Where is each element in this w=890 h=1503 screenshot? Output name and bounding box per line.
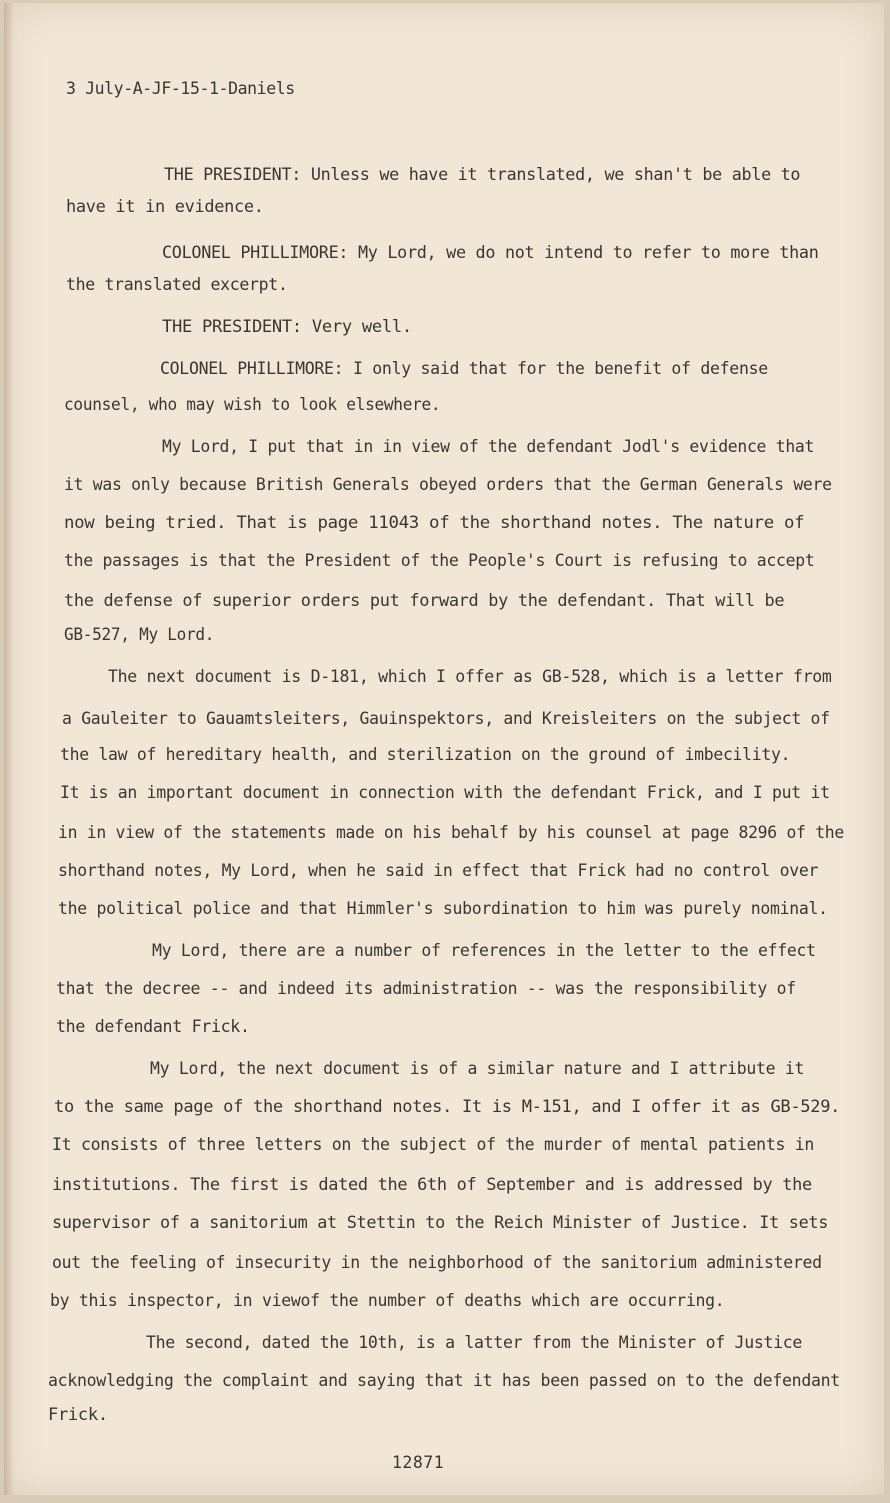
text-line: acknowledging the complaint and saying that it has been passed on to the defendant: [48, 1371, 840, 1390]
text-line: out the feeling of insecurity in the neighborhood of the sanitorium administered: [52, 1253, 822, 1272]
page-edge-shadow: [4, 3, 14, 1495]
text-line: that the decree -- and indeed its administration -- was the responsibility of: [56, 979, 796, 998]
text-line: COLONEL PHILLIMORE: I only said that for the benefit of defense: [160, 359, 768, 378]
text-line: Frick.: [48, 1405, 108, 1424]
page-number: 12871: [392, 1453, 445, 1472]
text-line: the defendant Frick.: [56, 1017, 250, 1036]
text-line: GB-527, My Lord.: [64, 625, 215, 644]
text-line: institutions. The first is dated the 6th of September and is addressed by the: [52, 1175, 812, 1194]
text-line: the translated excerpt.: [66, 275, 288, 294]
text-line: The second, dated the 10th, is a latter from the Minister of Justice: [146, 1333, 803, 1352]
text-line: My Lord, I put that in in view of the defendant Jodl's evidence that: [162, 437, 815, 456]
text-line: COLONEL PHILLIMORE: My Lord, we do not intend to refer to more than: [162, 243, 819, 262]
text-line: now being tried. That is page 11043 of the shorthand notes. The nature of: [64, 513, 805, 532]
text-line: THE PRESIDENT: Very well.: [162, 317, 412, 336]
text-line: shorthand notes, My Lord, when he said in effect that Frick had no control over: [58, 861, 819, 880]
text-line: My Lord, the next document is of a similar nature and I attribute it: [150, 1059, 805, 1078]
text-line: in in view of the statements made on his behalf by his counsel at page 8296 of the: [58, 823, 844, 842]
text-line: it was only because British Generals obeyed orders that the German Generals were: [64, 475, 832, 494]
text-line: counsel, who may wish to look elsewhere.: [64, 395, 441, 414]
document-header: 3 July-A-JF-15-1-Daniels: [66, 79, 295, 98]
text-line: THE PRESIDENT: Unless we have it translated, we shan't be able to: [164, 165, 801, 184]
text-line: It is an important document in connection with the defendant Frick, and I put it: [60, 783, 830, 802]
text-line: the law of hereditary health, and sterilization on the ground of imbecility.: [60, 745, 791, 764]
text-line: the passages is that the President of the People's Court is refusing to accept: [64, 551, 815, 570]
text-line: have it in evidence.: [66, 197, 264, 216]
text-line: It consists of three letters on the subject of the murder of mental patients in: [52, 1135, 815, 1154]
text-line: the political police and that Himmler's subordination to him was purely nominal.: [58, 899, 828, 918]
document-page: [4, 3, 884, 1495]
text-line: the defense of superior orders put forward by the defendant. That will be: [64, 591, 785, 610]
text-line: a Gauleiter to Gauamtsleiters, Gauinspektors, and Kreisleiters on the subject of: [62, 709, 830, 728]
text-line: to the same page of the shorthand notes. It is M-151, and I offer it as GB-529.: [54, 1097, 841, 1116]
text-line: My Lord, there are a number of references in the letter to the effect: [152, 941, 816, 960]
text-line: supervisor of a sanitorium at Stettin to the Reich Minister of Justice. It sets: [52, 1213, 829, 1232]
text-line: The next document is D-181, which I offer as GB-528, which is a letter from: [108, 667, 832, 686]
text-line: by this inspector, in viewof the number of deaths which are occurring.: [50, 1291, 725, 1310]
